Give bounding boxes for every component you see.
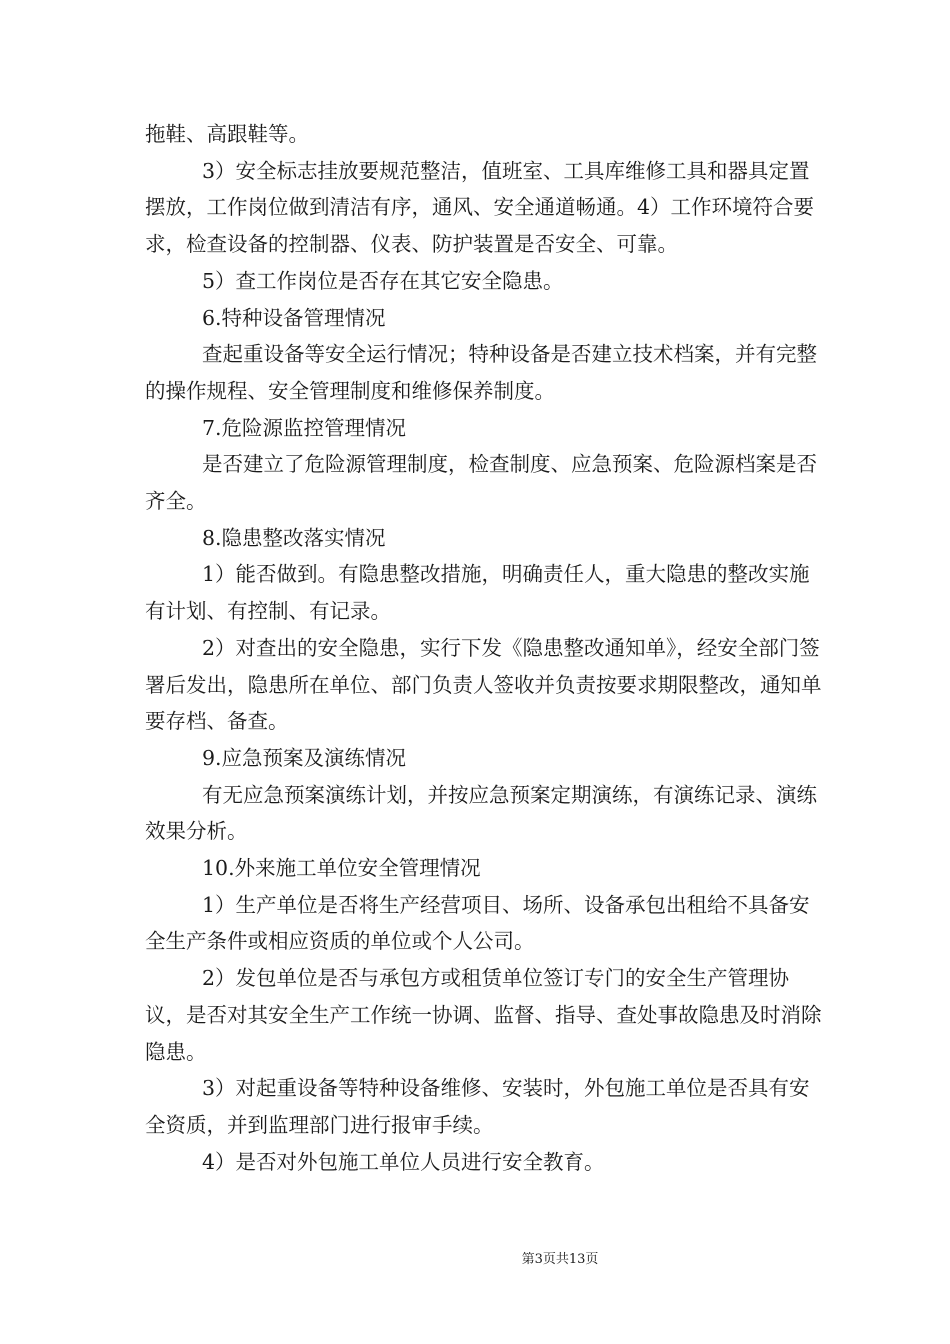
- paragraph: 是否建立了危险源管理制度，检查制度、应急预案、危险源档案是否齐全。: [145, 452, 817, 514]
- paragraph: 3）对起重设备等特种设备维修、安装时，外包施工单位是否具有安全资质，并到监理部门进行报审手续。: [145, 1076, 810, 1137]
- paragraph: 1）生产单位是否将生产经营项目、场所、设备承包出租给不具备安全生产条件或相应资质的单位或个人公司。: [145, 892, 810, 954]
- paragraph: 2）对查出的安全隐患，实行下发《隐患整改通知单》，经安全部门签署后发出，隐患所在单位、部门负责人签收并负责按要求期限整改，通知单要存档、备查。: [145, 635, 822, 734]
- paragraph: 有无应急预案演练计划，并按应急预案定期演练，有演练记录、演练效果分析。: [145, 782, 817, 844]
- paragraph: 5）查工作岗位是否存在其它安全隐患。: [202, 268, 564, 293]
- paragraph: 10.外来施工单位安全管理情况: [202, 856, 481, 881]
- paragraph: 8.隐患整改落实情况: [202, 525, 386, 550]
- paragraph: 6.特种设备管理情况: [202, 305, 386, 330]
- paragraph: 7.危险源监控管理情况: [202, 415, 407, 440]
- paragraph: 2）发包单位是否与承包方或租赁单位签订专门的安全生产管理协议，是否对其安全生产工作统一协调、监督、指导、查处事故隐患及时消除隐患。: [145, 966, 822, 1064]
- paragraph: 拖鞋、高跟鞋等。: [145, 122, 309, 146]
- document-body: [145, 116, 825, 1180]
- paragraph: 4）是否对外包施工单位人员进行安全教育。: [202, 1149, 605, 1174]
- page-number: 第3页共13页: [521, 1252, 599, 1267]
- paragraph: 查起重设备等安全运行情况；特种设备是否建立技术档案，并有完整的操作规程、安全管理制度和维修保养制度。: [145, 342, 817, 403]
- paragraph: 1）能否做到。有隐患整改措施，明确责任人，重大隐患的整改实施有计划、有控制、有记录。: [145, 562, 810, 624]
- paragraph: 9.应急预案及演练情况: [202, 745, 407, 770]
- paragraph: 3）安全标志挂放要规范整洁，值班室、工具库维修工具和器具定置摆放，工作岗位做到清洁有序，通风、安全通道畅通。4）工作环境符合要求，检查设备的控制器、仪表、防护装置是否安全、可靠。: [145, 158, 815, 257]
